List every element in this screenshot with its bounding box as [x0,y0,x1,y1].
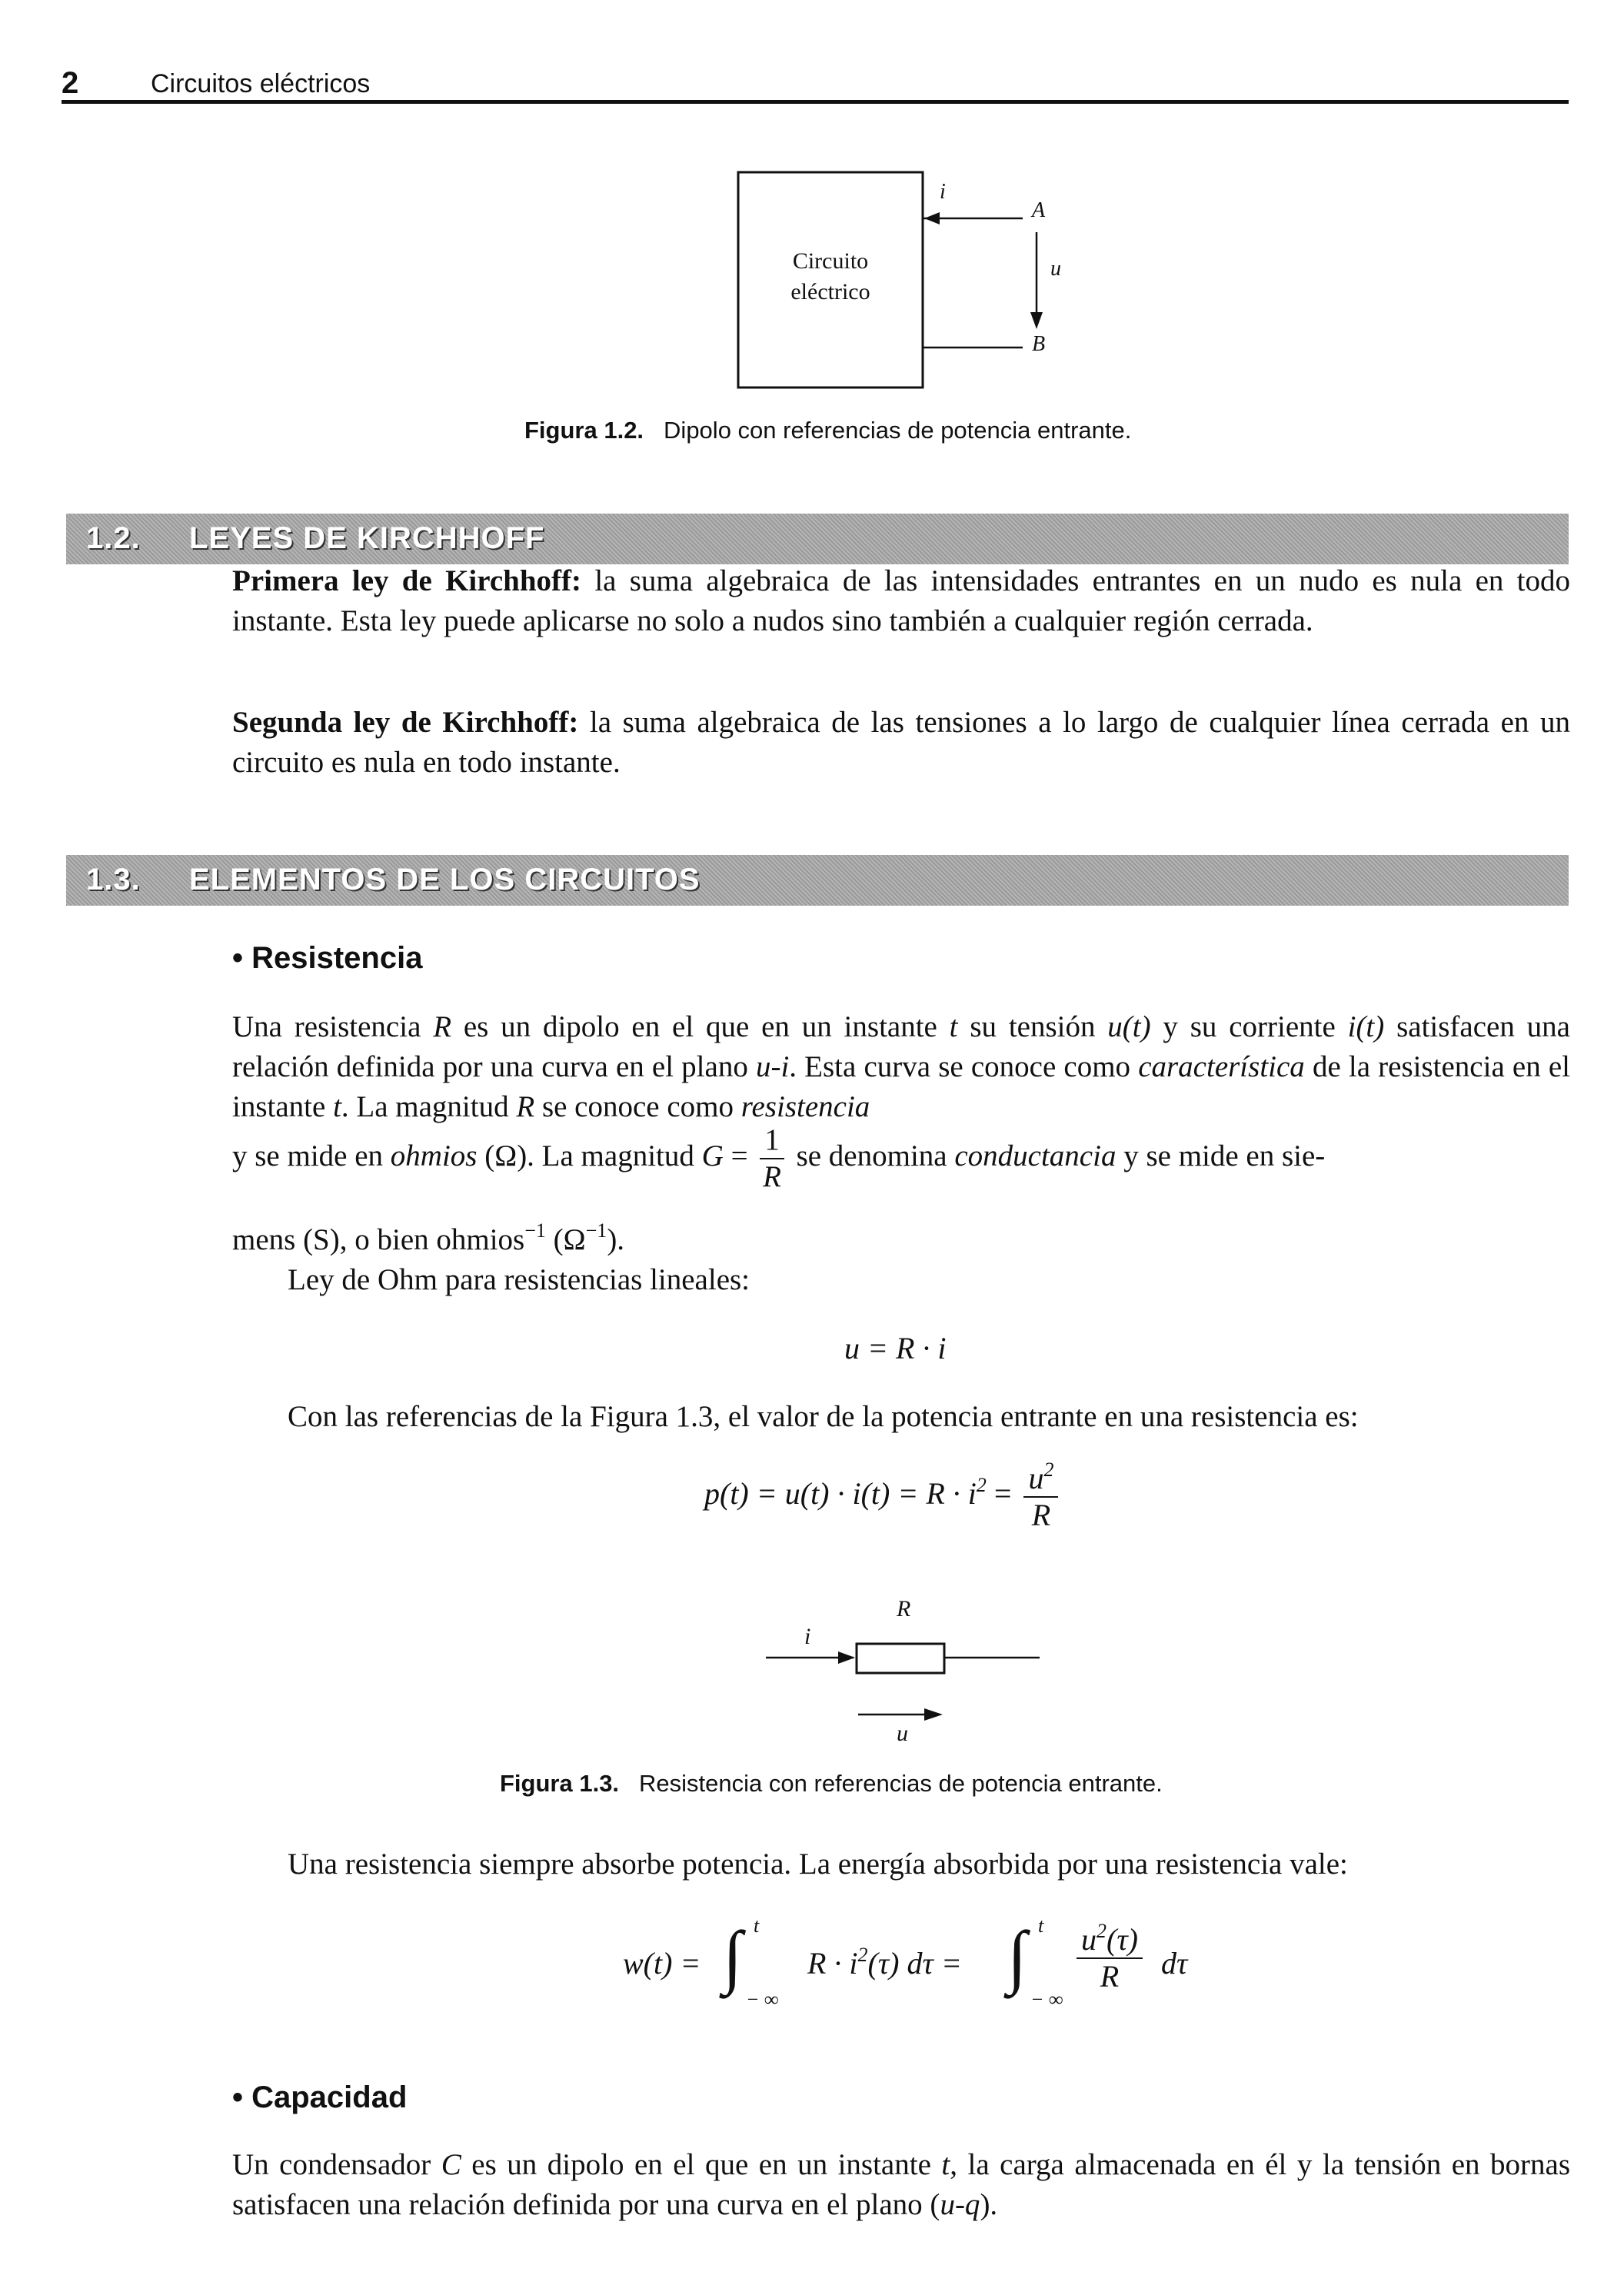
symbol-t: t [949,1010,958,1043]
resistor-voltage-label: u [897,1721,908,1746]
superscript: 2 [1043,1458,1054,1481]
fraction-denominator: R [1100,1959,1120,1994]
circuit-box-label-line1: Circuito [792,248,869,274]
symbol-it: i(t) [1347,1010,1385,1043]
fraction-denominator: R [763,1160,781,1193]
header-rule [62,100,1569,104]
text-run: ). [980,2188,998,2221]
resistencia-units-line [232,1219,625,1257]
text-run: = [723,1139,756,1172]
section-1-2-number: 1.2. [86,521,141,555]
figure-1-3-caption-label: Figura 1.3. [500,1770,620,1797]
superscript: 2 [1097,1920,1107,1942]
running-head: Circuitos eléctricos [151,69,371,98]
fraction-1-over-r [760,1123,784,1195]
text-run: (Ω [545,1223,586,1256]
symbol-r: R [516,1090,535,1123]
text-run: y se mide en sie- [1116,1139,1326,1172]
text-run: se denomina [788,1139,955,1172]
integral-upper-limit-2: t [1038,1914,1044,1937]
kirchhoff-first-law-text: la suma algebraica de las intensidades entrantes en un nudo es nula en todo instante. Esta ley puede aplicarse no solo a nudos sino también a cualquier región cerrada. [232,564,1570,637]
superscript: 2 [857,1944,868,1966]
symbol-ui: u-i [755,1050,790,1083]
section-1-3-title: ELEMENTOS DE LOS CIRCUITOS [189,863,701,896]
term-conductancia: conductancia [954,1139,1116,1172]
superscript: 2 [976,1474,987,1497]
section-1-3-number: 1.3. [86,863,141,896]
symbol-ut: u(t) [1107,1010,1151,1043]
text-run: su tensión [957,1010,1108,1043]
superscript: −1 [524,1219,546,1242]
resistor-symbol [857,1644,944,1673]
fraction-numerator: 1 [760,1123,784,1159]
section-1-2-heading [66,514,1569,564]
symbol-uq: u-q [940,2188,980,2221]
figure-1-3-caption [500,1770,1163,1798]
resistencia-conductance-line [232,1123,1570,1195]
equals-sign: = [986,1476,1020,1512]
text-run: (Ω). La magnitud [477,1139,702,1172]
integral-upper-limit-1: t [754,1914,760,1937]
figure-1-2-caption-text: Dipolo con referencias de potencia entrante. [664,417,1132,444]
figure-1-2-caption [524,417,1131,444]
section-1-2-title: LEYES DE KIRCHHOFF [189,521,545,555]
section-1-3-heading [66,855,1569,906]
energy-intro: Una resistencia siempre absorbe potencia. La energía absorbida por una resistencia vale: [288,1848,1348,1881]
integral-lower-limit-1: − ∞ [746,1988,779,2011]
power-equation-lhs: p(t) = u(t) · i(t) = R · i [704,1476,977,1512]
symbol-r: R [433,1010,452,1043]
integrand-1 [807,1945,962,1981]
integral-sign-2: ∫ [1007,1917,1027,1995]
power-intro: Con las referencias de la Figura 1.3, el valor de la potencia entrante en una resistencia es: [288,1400,1359,1433]
text-run: , la carga almacenada en él y la tensión en bornas satisfacen una relación definida por una curva en el plano ( [232,2148,1570,2221]
energy-equation [623,1914,1207,2022]
text-run: Un condensador [232,2148,441,2181]
terminal-b-label: B [1032,332,1046,356]
fraction-denominator: R [1031,1498,1051,1532]
symbol-t: t [333,1090,341,1123]
fraction-u2tau-over-r [1077,1922,1143,1994]
term-caracteristica: característica [1138,1050,1305,1083]
symbol-t: t [941,2148,950,2181]
kirchhoff-second-law-title: Segunda ley de Kirchhoff: [232,706,579,739]
figure-1-3-caption-text: Resistencia con referencias de potencia entrante. [639,1770,1163,1797]
text-run: . Esta curva se conoce como [789,1050,1139,1083]
kirchhoff-second-law-text: la suma algebraica de las tensiones a lo largo de cualquier línea cerrada en un circuito es nula en todo instante. [232,706,1570,779]
kirchhoff-first-law [232,561,1570,641]
fraction-numerator [1077,1922,1143,1959]
current-label: i [940,180,946,204]
integrand-1-tail: (τ) dτ = [867,1946,962,1981]
text-run: y su corriente [1150,1010,1348,1043]
ohm-law-intro: Ley de Ohm para resistencias lineales: [288,1263,750,1296]
resistencia-paragraph [232,1007,1570,1127]
numerator-base: u [1081,1922,1097,1957]
fraction-numerator [1023,1458,1058,1498]
integrand-1-base: R · i [807,1946,858,1981]
text-run: de la resistencia en el instante [232,1050,1570,1123]
ohm-law-equation: u = R · i [844,1331,947,1365]
text-run: satisfacen una relación definida por una curva en el plano [232,1010,1570,1083]
capacidad-heading: • Capacidad [232,2080,408,2114]
integral-lower-limit-2: − ∞ [1030,1988,1063,2011]
term-resistencia: resistencia [740,1090,870,1123]
integral-sign-1: ∫ [723,1917,743,1995]
voltage-label: u [1050,257,1061,281]
superscript: −1 [585,1219,607,1242]
symbol-g: G [701,1139,724,1172]
current-arrowhead [924,212,940,225]
energy-equation-lhs: w(t) = [623,1946,701,1981]
differential-dtau: dτ [1161,1946,1188,1981]
fraction-u2-over-r [1023,1458,1058,1533]
figure-1-2-caption-label: Figura 1.2. [524,417,644,444]
numerator-base: u [1028,1461,1044,1495]
current-arrowhead [838,1651,855,1664]
voltage-arrowhead [924,1708,943,1721]
circuit-box-label [738,246,923,308]
text-run: se conoce como [534,1090,741,1123]
circuit-box-label-line2: eléctrico [790,279,870,304]
numerator-tail: (τ) [1107,1922,1138,1957]
kirchhoff-first-law-title: Primera ley de Kirchhoff: [232,564,582,597]
text-run: mens (S), o bien ohmios [232,1223,525,1256]
text-run: Una resistencia [232,1010,434,1043]
resistor-current-label: i [804,1624,811,1649]
power-equation [704,1458,1063,1533]
voltage-arrowhead [1030,312,1043,329]
resistencia-heading: • Resistencia [232,941,423,975]
text-run: ). [607,1223,625,1256]
text-run: y se mide en [232,1139,391,1172]
text-run: es un dipolo en el que en un instante [451,1010,950,1043]
terminal-a-label: A [1032,198,1046,222]
capacidad-paragraph [232,2145,1570,2225]
resistor-label: R [897,1596,911,1621]
kirchhoff-second-law [232,703,1570,783]
term-ohmios: ohmios [390,1139,478,1172]
page-number: 2 [62,66,79,100]
text-run: es un dipolo en el que en un instante [461,2148,942,2181]
symbol-c: C [441,2148,461,2181]
text-run: . La magnitud [341,1090,517,1123]
